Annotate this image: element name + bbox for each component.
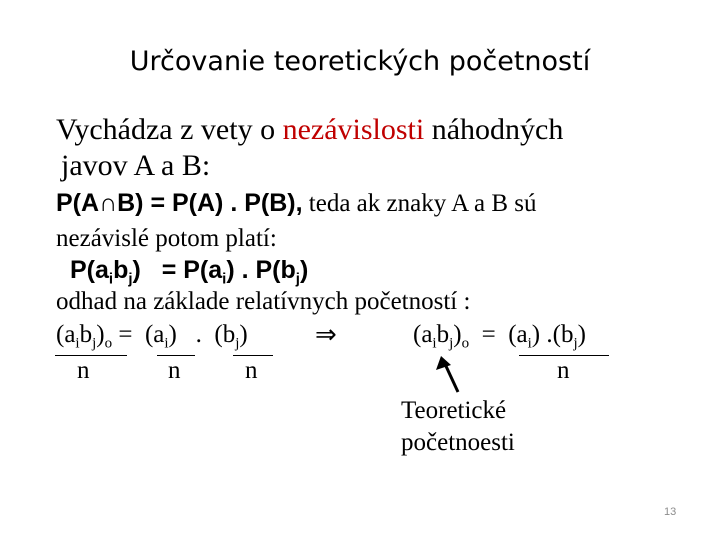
theorem-line-2: nezávislé potom platí: [56, 225, 277, 252]
intro-text-before: Vychádza z vety o [56, 113, 283, 146]
equation-part: = (a [469, 321, 528, 348]
equation-part: b [436, 321, 450, 348]
equation-subscript: j [449, 335, 454, 352]
page-number: 13 [664, 506, 677, 518]
intro-text-after: náhodných [424, 113, 564, 146]
denominator: n [77, 357, 90, 384]
equation-subscript: i [164, 335, 169, 352]
formula-subscript: j [128, 270, 133, 288]
slide-title: Určovanie teoretických početností [129, 46, 591, 77]
equation-subscript: j [235, 335, 240, 352]
formula-subscript: j [295, 270, 300, 288]
estimate-text: odhad na základe relatívnych početností : [56, 288, 471, 315]
theorem-text-after: teda ak znaky A a B sú [302, 190, 537, 217]
label-line-2: početnoesti [401, 429, 515, 456]
equation-subscript: o [104, 335, 113, 352]
equation-subscript: j [92, 335, 97, 352]
denominator: n [245, 357, 258, 384]
equation-part: = (a [112, 321, 165, 348]
theorem-formula-pre: P(A [56, 189, 100, 217]
equation-part: b [79, 321, 93, 348]
equation-part: ) [96, 321, 105, 348]
equation-part: ) [577, 321, 586, 348]
denominator: n [168, 357, 181, 384]
equation-part: ) [453, 321, 462, 348]
theorem-formula-post: B) = P(A) . P(B), [117, 189, 303, 217]
equation-part: ) [239, 321, 248, 348]
denominator: n [557, 357, 570, 384]
label-line-1: Teoretické [401, 397, 507, 424]
equation-subscript: i [432, 335, 437, 352]
formula-part: ) [299, 256, 309, 284]
equation-subscript: i [527, 335, 532, 352]
equation-part: ) . (b [168, 321, 236, 348]
equation-part: ) .(b [531, 321, 574, 348]
formula-subscript: i [222, 270, 227, 288]
formula-part: P(a [70, 256, 109, 284]
equation-part: (a [56, 321, 76, 348]
equation-subscript: j [573, 335, 578, 352]
intersect-symbol: ∩ [99, 190, 118, 217]
formula-subscript: i [108, 270, 114, 288]
equation-subscript: i [75, 335, 80, 352]
implies-symbol: ⇒ [315, 320, 337, 349]
formula-part: ) . P(b [226, 256, 296, 284]
formula-part: ) = P(a [132, 256, 223, 284]
formula-part: b [113, 256, 129, 284]
equation-subscript: o [461, 335, 470, 352]
equation-part: (a [413, 321, 433, 348]
intro-line-2: javov A a B: [61, 149, 211, 182]
intro-highlight: nezávislosti [282, 113, 425, 146]
